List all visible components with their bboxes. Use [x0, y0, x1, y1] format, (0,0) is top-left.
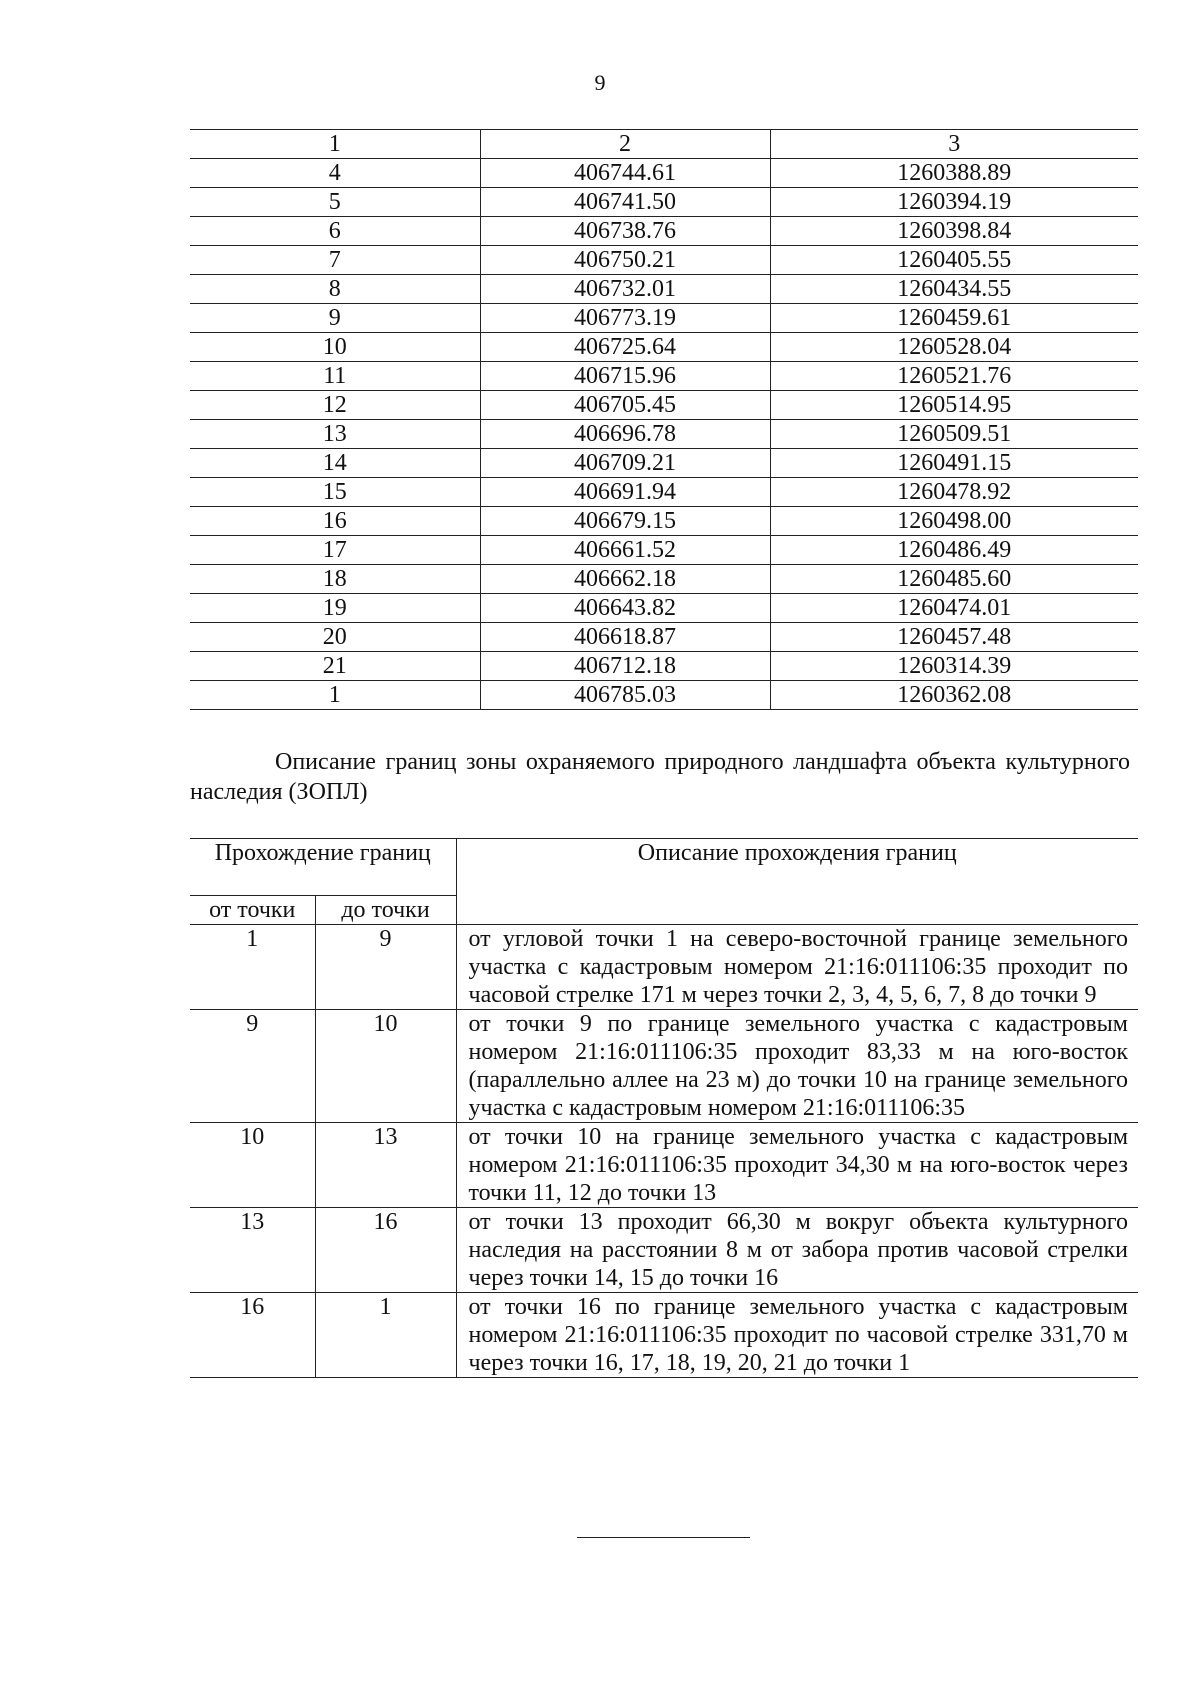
point-number: 14 — [190, 449, 480, 478]
table-row — [190, 681, 1138, 710]
header-description: Описание прохождения границ — [456, 839, 1138, 925]
coord-x: 406696.78 — [480, 420, 770, 449]
coord-x: 406741.50 — [480, 188, 770, 217]
point-number: 19 — [190, 594, 480, 623]
to-point: 1 — [315, 1293, 456, 1378]
coord-x: 406691.94 — [480, 478, 770, 507]
column-header: 3 — [770, 130, 1138, 159]
coord-x: 406744.61 — [480, 159, 770, 188]
column-header: 1 — [190, 130, 480, 159]
table-row — [190, 449, 1138, 478]
boundary-description: от точки 16 по границе земельного участка с кадастровым номером 21:16:011106:35 проходит по часовой стрелке 331,70 м через точки 16, 17, 18, 19, 20, 21 до точки 1 — [456, 1293, 1138, 1378]
boundary-description: от угловой точки 1 на северо-восточной границе земельного участка с кадастровым номером 21:16:011106:35 проходит по часовой стрелке 171 м через точки 2, 3, 4, 5, 6, 7, 8 до точки 9 — [456, 925, 1138, 1010]
coord-y: 1260486.49 — [770, 536, 1138, 565]
point-number: 13 — [190, 420, 480, 449]
table-row — [190, 652, 1138, 681]
coord-y: 1260394.19 — [770, 188, 1138, 217]
point-number: 1 — [190, 681, 480, 710]
from-point: 13 — [190, 1208, 315, 1293]
table-row — [190, 1010, 1138, 1123]
point-number: 7 — [190, 246, 480, 275]
coord-x: 406773.19 — [480, 304, 770, 333]
column-header: 2 — [480, 130, 770, 159]
point-number: 8 — [190, 275, 480, 304]
coordinates-table — [190, 129, 1138, 710]
coord-x: 406618.87 — [480, 623, 770, 652]
table-row — [190, 420, 1138, 449]
table-row — [190, 246, 1138, 275]
coord-y: 1260314.39 — [770, 652, 1138, 681]
point-number: 11 — [190, 362, 480, 391]
coord-y: 1260521.76 — [770, 362, 1138, 391]
coord-y: 1260434.55 — [770, 275, 1138, 304]
coord-x: 406705.45 — [480, 391, 770, 420]
boundary-description: от точки 9 по границе земельного участка с кадастровым номером 21:16:011106:35 проходит 83,33 м на юго-восток (параллельно аллее на 23 м) до точки 10 на границе земельного участка с кадастровым номером 21:16:011106:35 — [456, 1010, 1138, 1123]
table-row — [190, 478, 1138, 507]
coord-y: 1260457.48 — [770, 623, 1138, 652]
coord-y: 1260514.95 — [770, 391, 1138, 420]
to-point: 10 — [315, 1010, 456, 1123]
table-row — [190, 391, 1138, 420]
table-row — [190, 1293, 1138, 1378]
coord-y: 1260491.15 — [770, 449, 1138, 478]
coord-x: 406712.18 — [480, 652, 770, 681]
point-number: 18 — [190, 565, 480, 594]
coord-y: 1260498.00 — [770, 507, 1138, 536]
table-row — [190, 333, 1138, 362]
coord-y: 1260509.51 — [770, 420, 1138, 449]
coord-x: 406709.21 — [480, 449, 770, 478]
closing-divider — [577, 1537, 750, 1538]
table-row — [190, 188, 1138, 217]
point-number: 21 — [190, 652, 480, 681]
coord-x: 406715.96 — [480, 362, 770, 391]
boundary-description: от точки 10 на границе земельного участка с кадастровым номером 21:16:011106:35 проходит 34,30 м на юго-восток через точки 11, 12 до точки 13 — [456, 1123, 1138, 1208]
from-point: 1 — [190, 925, 315, 1010]
point-number: 20 — [190, 623, 480, 652]
point-number: 17 — [190, 536, 480, 565]
table-row — [190, 275, 1138, 304]
page-number: 9 — [594, 70, 606, 95]
table-row — [190, 507, 1138, 536]
coord-y: 1260398.84 — [770, 217, 1138, 246]
coord-y: 1260388.89 — [770, 159, 1138, 188]
table-row — [190, 304, 1138, 333]
header-passage: Прохождение границ — [190, 839, 456, 896]
coord-x: 406732.01 — [480, 275, 770, 304]
coord-x: 406662.18 — [480, 565, 770, 594]
table-row — [190, 362, 1138, 391]
coord-y: 1260478.92 — [770, 478, 1138, 507]
boundary-description: от точки 13 проходит 66,30 м вокруг объекта культурного наследия на расстоянии 8 м от забора против часовой стрелки через точки 14, 15 до точки 16 — [456, 1208, 1138, 1293]
table-row — [190, 536, 1138, 565]
coord-y: 1260459.61 — [770, 304, 1138, 333]
coord-y: 1260485.60 — [770, 565, 1138, 594]
coord-x: 406679.15 — [480, 507, 770, 536]
point-number: 4 — [190, 159, 480, 188]
table-row — [190, 594, 1138, 623]
coord-y: 1260405.55 — [770, 246, 1138, 275]
header-to: до точки — [315, 896, 456, 925]
table-row — [190, 159, 1138, 188]
point-number: 15 — [190, 478, 480, 507]
to-point: 13 — [315, 1123, 456, 1208]
section-heading: Описание границ зоны охраняемого природного ландшафта объекта культурного наследия (ЗОПЛ) — [190, 749, 1130, 805]
coord-y: 1260362.08 — [770, 681, 1138, 710]
coord-x: 406785.03 — [480, 681, 770, 710]
to-point: 16 — [315, 1208, 456, 1293]
coord-x: 406750.21 — [480, 246, 770, 275]
table-row — [190, 925, 1138, 1010]
to-point: 9 — [315, 925, 456, 1010]
table-row — [190, 217, 1138, 246]
table-row — [190, 1208, 1138, 1293]
coord-y: 1260474.01 — [770, 594, 1138, 623]
from-point: 16 — [190, 1293, 315, 1378]
point-number: 16 — [190, 507, 480, 536]
table-row — [190, 1123, 1138, 1208]
coord-x: 406661.52 — [480, 536, 770, 565]
table-header-row — [190, 130, 1138, 159]
table-row — [190, 565, 1138, 594]
header-from: от точки — [190, 896, 315, 925]
from-point: 10 — [190, 1123, 315, 1208]
coord-x: 406738.76 — [480, 217, 770, 246]
point-number: 12 — [190, 391, 480, 420]
boundary-table — [190, 838, 1138, 1378]
coord-y: 1260528.04 — [770, 333, 1138, 362]
table-row — [190, 623, 1138, 652]
coord-x: 406725.64 — [480, 333, 770, 362]
point-number: 6 — [190, 217, 480, 246]
point-number: 5 — [190, 188, 480, 217]
point-number: 10 — [190, 333, 480, 362]
point-number: 9 — [190, 304, 480, 333]
table-header-row — [190, 839, 1138, 896]
from-point: 9 — [190, 1010, 315, 1123]
coord-x: 406643.82 — [480, 594, 770, 623]
